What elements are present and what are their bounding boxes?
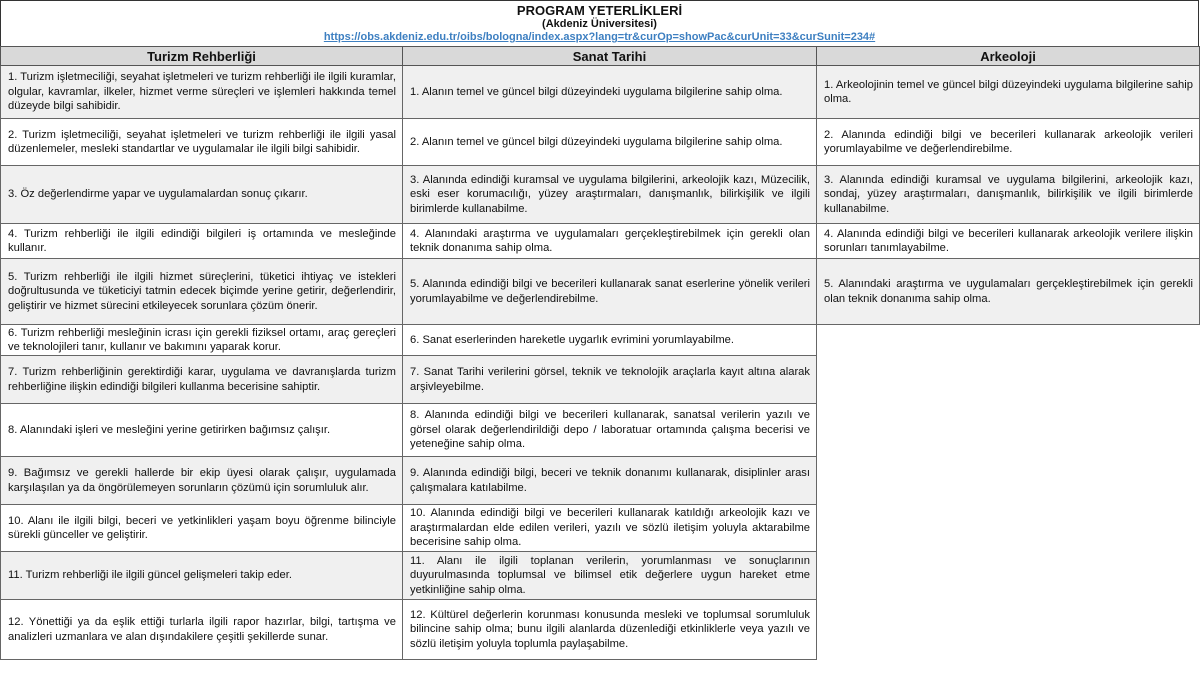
column-arkeoloji <box>817 46 1200 325</box>
competency-text: 6. Turizm rehberliği mesleğinin icrası için gerekli fiziksel ortamı, araç gereçleri ve teknolojileri tanır, kullanır ve bakımını yaparak korur. <box>8 326 396 353</box>
competency-text: 7. Turizm rehberliğinin gerektirdiği karar, uygulama ve davranışlarda turizm rehberliğine ilişkin edindiği bilgileri kullanma becerisine sahiptir. <box>8 366 396 393</box>
column-header: Arkeoloji <box>816 46 1200 66</box>
source-link[interactable]: https://obs.akdeniz.edu.tr/oibs/bologna/index.aspx?lang=tr&curOp=showPac&curUnit=33&curSunit=234# <box>323 31 876 43</box>
competency-text: 1. Alanın temel ve güncel bilgi düzeyindeki uygulama bilgilerine sahip olma. <box>410 85 783 98</box>
competency-text: 2. Alanın temel ve güncel bilgi düzeyindeki uygulama bilgilerine sahip olma. <box>410 135 783 148</box>
column-turizm-rehberligi <box>0 46 403 660</box>
competency-text: 4. Alanında edindiği bilgi ve becerileri kullanarak arkeolojik verilere ilişkin sorunları tanımlayabilme. <box>824 227 1193 254</box>
competency-cell <box>0 259 403 325</box>
competency-cell <box>402 224 817 259</box>
competency-text: 4. Alanındaki araştırma ve uygulamaları gerçekleştirebilmek için gerekli olan teknik donanıma sahip olma. <box>410 227 810 254</box>
competency-text: 5. Alanında edindiği bilgi ve becerileri kullanarak sanat eserlerine yönelik verileri yorumlayabilme ve değerlendirebilme. <box>410 278 810 305</box>
column-header: Turizm Rehberliği <box>0 46 403 66</box>
competency-cell <box>0 66 403 119</box>
competency-cell <box>0 356 403 404</box>
competency-text: 2. Turizm işletmeciliği, seyahat işletmeleri ve turizm rehberliği ile ilgili yasal düzenlemeler, mesleki standartlar ve uygulamalar ile ilgili bilgi sahibidir. <box>8 128 396 155</box>
university-name: (Akdeniz Üniversitesi) <box>542 18 657 30</box>
competency-cell <box>402 457 817 505</box>
document-header <box>0 0 1199 46</box>
competency-cell <box>0 166 403 224</box>
competency-text: 12. Kültürel değerlerin korunması konusunda mesleki ve toplumsal sorumluluk bilincine sahip olma; bunu ilgili alanlarda düzenlediği etkinliklerle veya yazılı ve sözlü iletişim yoluyla toplumla paylaşabilme. <box>410 608 810 650</box>
competency-text: 10. Alanı ile ilgili bilgi, beceri ve yetkinlikleri yaşam boyu öğrenme bilinciyle sürekli günceller ve geliştirir. <box>8 514 396 541</box>
competency-cell <box>402 325 817 356</box>
competency-text: 12. Yönettiği ya da eşlik ettiği turlarla ilgili rapor hazırlar, bilgi, tartışma ve analizleri uzmanlara ve alan dışındakilere çeşitli şekillerde sunar. <box>8 616 396 643</box>
column-header: Sanat Tarihi <box>402 46 817 66</box>
competency-cell <box>816 259 1200 325</box>
competency-cell <box>402 66 817 119</box>
competency-cell <box>816 66 1200 119</box>
competency-text: 1. Turizm işletmeciliği, seyahat işletmeleri ve turizm rehberliği ile ilgili kuramlar, olgular, kavramlar, ilkeler, hizmet verme süreçleri ve işlemleri hakkında temel düzeyde bilgi sahibidir. <box>8 71 396 113</box>
competency-cell <box>402 600 817 660</box>
competency-cell <box>402 404 817 457</box>
competency-cell <box>402 259 817 325</box>
column-sanat-tarihi <box>403 46 817 660</box>
competency-cell <box>0 404 403 457</box>
competency-text: 1. Arkeolojinin temel ve güncel bilgi düzeyindeki uygulama bilgilerine sahip olma. <box>824 78 1193 105</box>
competency-text: 8. Alanında edindiği bilgi ve becerileri kullanarak, sanatsal verilerin yazılı ve görsel olarak değerlendirildiği depo / laboratuar ortamında çalışma becerisi ve yeteneğine sahip olma. <box>410 409 810 451</box>
competency-text: 5. Turizm rehberliği ile ilgili hizmet süreçlerini, tüketici ihtiyaç ve istekleri doğrultusunda ve tüketiciyi tatmin edecek biçimde yerine getirir, değerlendirir, geliştirir ve hizmet sürecini etkileyecek sorunlara çözüm önerir. <box>8 270 396 312</box>
competency-text: 7. Sanat Tarihi verilerini görsel, teknik ve teknolojik araçlarla kayıt altına alarak arşivleyebilme. <box>410 366 810 393</box>
competency-text: 11. Turizm rehberliği ile ilgili güncel gelişmeleri takip eder. <box>8 569 292 582</box>
competency-cell <box>816 119 1200 166</box>
competency-cell <box>402 505 817 552</box>
competency-cell <box>0 505 403 552</box>
competency-cell <box>0 224 403 259</box>
competency-cell <box>816 224 1200 259</box>
competency-text: 2. Alanında edindiği bilgi ve becerileri kullanarak arkeolojik verileri yorumlayabilme ve değerlendirebilme. <box>824 128 1193 155</box>
competency-text: 9. Bağımsız ve gerekli hallerde bir ekip üyesi olarak çalışır, uygulamada karşılaşılan ya da öngörülemeyen sorunların çözümü için sorumluluk alır. <box>8 467 396 494</box>
competency-cell <box>0 600 403 660</box>
competency-cell <box>0 457 403 505</box>
competency-text: 11. Alanı ile ilgili toplanan verilerin, yorumlanması ve sonuçlarının duyurulmasında toplumsal ve bilimsel etik değerlere uygun hareket etme yetkinliğine sahip olma. <box>410 554 810 596</box>
competency-text: 9. Alanında edindiği bilgi, beceri ve teknik donanımı kullanarak, disiplinler arası çalışmalara katılabilme. <box>410 467 810 494</box>
competency-cell <box>402 356 817 404</box>
competency-cell <box>0 552 403 600</box>
competency-text: 6. Sanat eserlerinden hareketle uygarlık evrimini yorumlayabilme. <box>410 333 734 346</box>
competency-text: 8. Alanındaki işleri ve mesleğini yerine getirirken bağımsız çalışır. <box>8 423 331 436</box>
competency-text: 10. Alanında edindiği bilgi ve becerileri kullanarak katıldığı arkeolojik kazı ve araştırmalardan elde edilen verileri, yazılı ve sözlü iletişim yoluyla aktarabilme becerisine sahip olma. <box>410 507 810 549</box>
competency-text: 3. Öz değerlendirme yapar ve uygulamalardan sonuç çıkarır. <box>8 188 308 201</box>
competency-cell <box>402 552 817 600</box>
competency-text: 5. Alanındaki araştırma ve uygulamaları gerçekleştirebilmek için gerekli olan teknik donanıma sahip olma. <box>824 278 1193 305</box>
competency-cell <box>0 325 403 356</box>
competency-cell <box>402 166 817 224</box>
competency-text: 3. Alanında edindiği kuramsal ve uygulama bilgilerini, arkeolojik kazı, Müzecilik, eski eser korumacılığı, yüzey araştırmaları, danışmanlık, bilirkişilik ve ilgili birimlerde kullanabilme. <box>410 173 810 215</box>
competency-text: 4. Turizm rehberliği ile ilgili edindiği bilgileri iş ortamında ve mesleğinde kullanır. <box>8 227 396 254</box>
competency-text: 3. Alanında edindiği kuramsal ve uygulama bilgilerini, arkeolojik kazı, sondaj, yüzey araştırmaları, danışmanlık, bilirkişilik ve ilgili birimlerde kullanabilme. <box>824 173 1193 215</box>
competency-cell <box>816 166 1200 224</box>
competency-cell <box>0 119 403 166</box>
page-title: PROGRAM YETERLİKLERİ <box>516 3 683 18</box>
competency-cell <box>402 119 817 166</box>
